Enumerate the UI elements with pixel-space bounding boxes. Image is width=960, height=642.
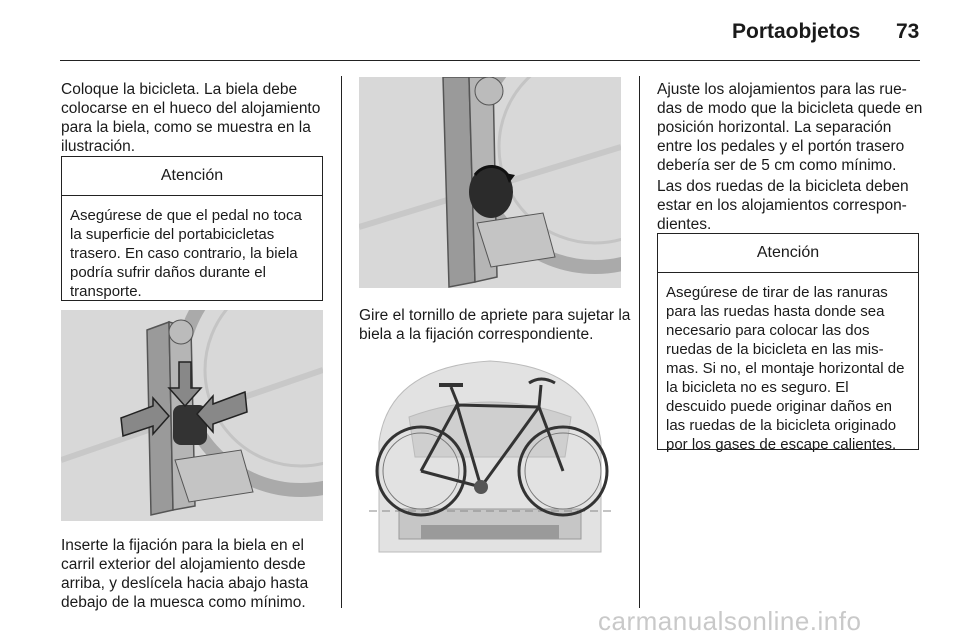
column-divider-2 (639, 76, 640, 608)
page-number: 73 (896, 20, 920, 43)
notice-title: Atención (658, 234, 918, 273)
illustration-tighten-screw (359, 77, 621, 288)
notice-body: Asegúrese de que el pedal no toca la superficie del portabicicletas trasero. En caso contrario, la biela podría sufrir daños durante el transporte. (70, 207, 302, 300)
illustration-crank-insert (61, 310, 323, 521)
header-rule (60, 60, 920, 61)
notice-body: Asegúrese de tirar de las ranuras para las ruedas hasta donde sea necesario para colocar las dos ruedas de la bicicleta en las mis-mas. Si no, el montaje horizontal de la bicicleta no es seguro. El descuido puede originar daños en las ruedas de la bicicleta originado por los gases de escape calientes. (666, 284, 905, 453)
adjust-paragraph: Ajuste los alojamientos para las rue-das de modo que la bicicleta quede en posición horizontal. La separación entre los pedales y el portón trasero debería ser de 5 cm como mínimo. (657, 81, 923, 174)
intro-paragraph: Coloque la bicicleta. La biela debe colocarse en el hueco del alojamiento para la biela, como se muestra en la ilustración. (61, 81, 321, 155)
tighten-screw-caption: Gire el tornillo de apriete para sujetar la biela a la fijación correspondiente. (359, 307, 631, 343)
illustration-bike-on-carrier (359, 347, 621, 558)
attention-notice-2 (657, 233, 919, 453)
crank-insert-caption: Inserte la fijación para la biela en el carril exterior del alojamiento desde arriba, y deslícela hacia abajo hasta debajo de la muesca como mínimo. (61, 537, 309, 611)
wheels-paragraph: Las dos ruedas de la bicicleta deben estar en los alojamientos correspon-dientes. (657, 178, 909, 233)
page-header-title: Portaobjetos (732, 20, 861, 43)
watermark: carmanualsonline.info (598, 606, 862, 636)
notice-title: Atención (62, 157, 322, 196)
attention-notice-1 (61, 156, 323, 301)
column-divider-1 (341, 76, 342, 608)
